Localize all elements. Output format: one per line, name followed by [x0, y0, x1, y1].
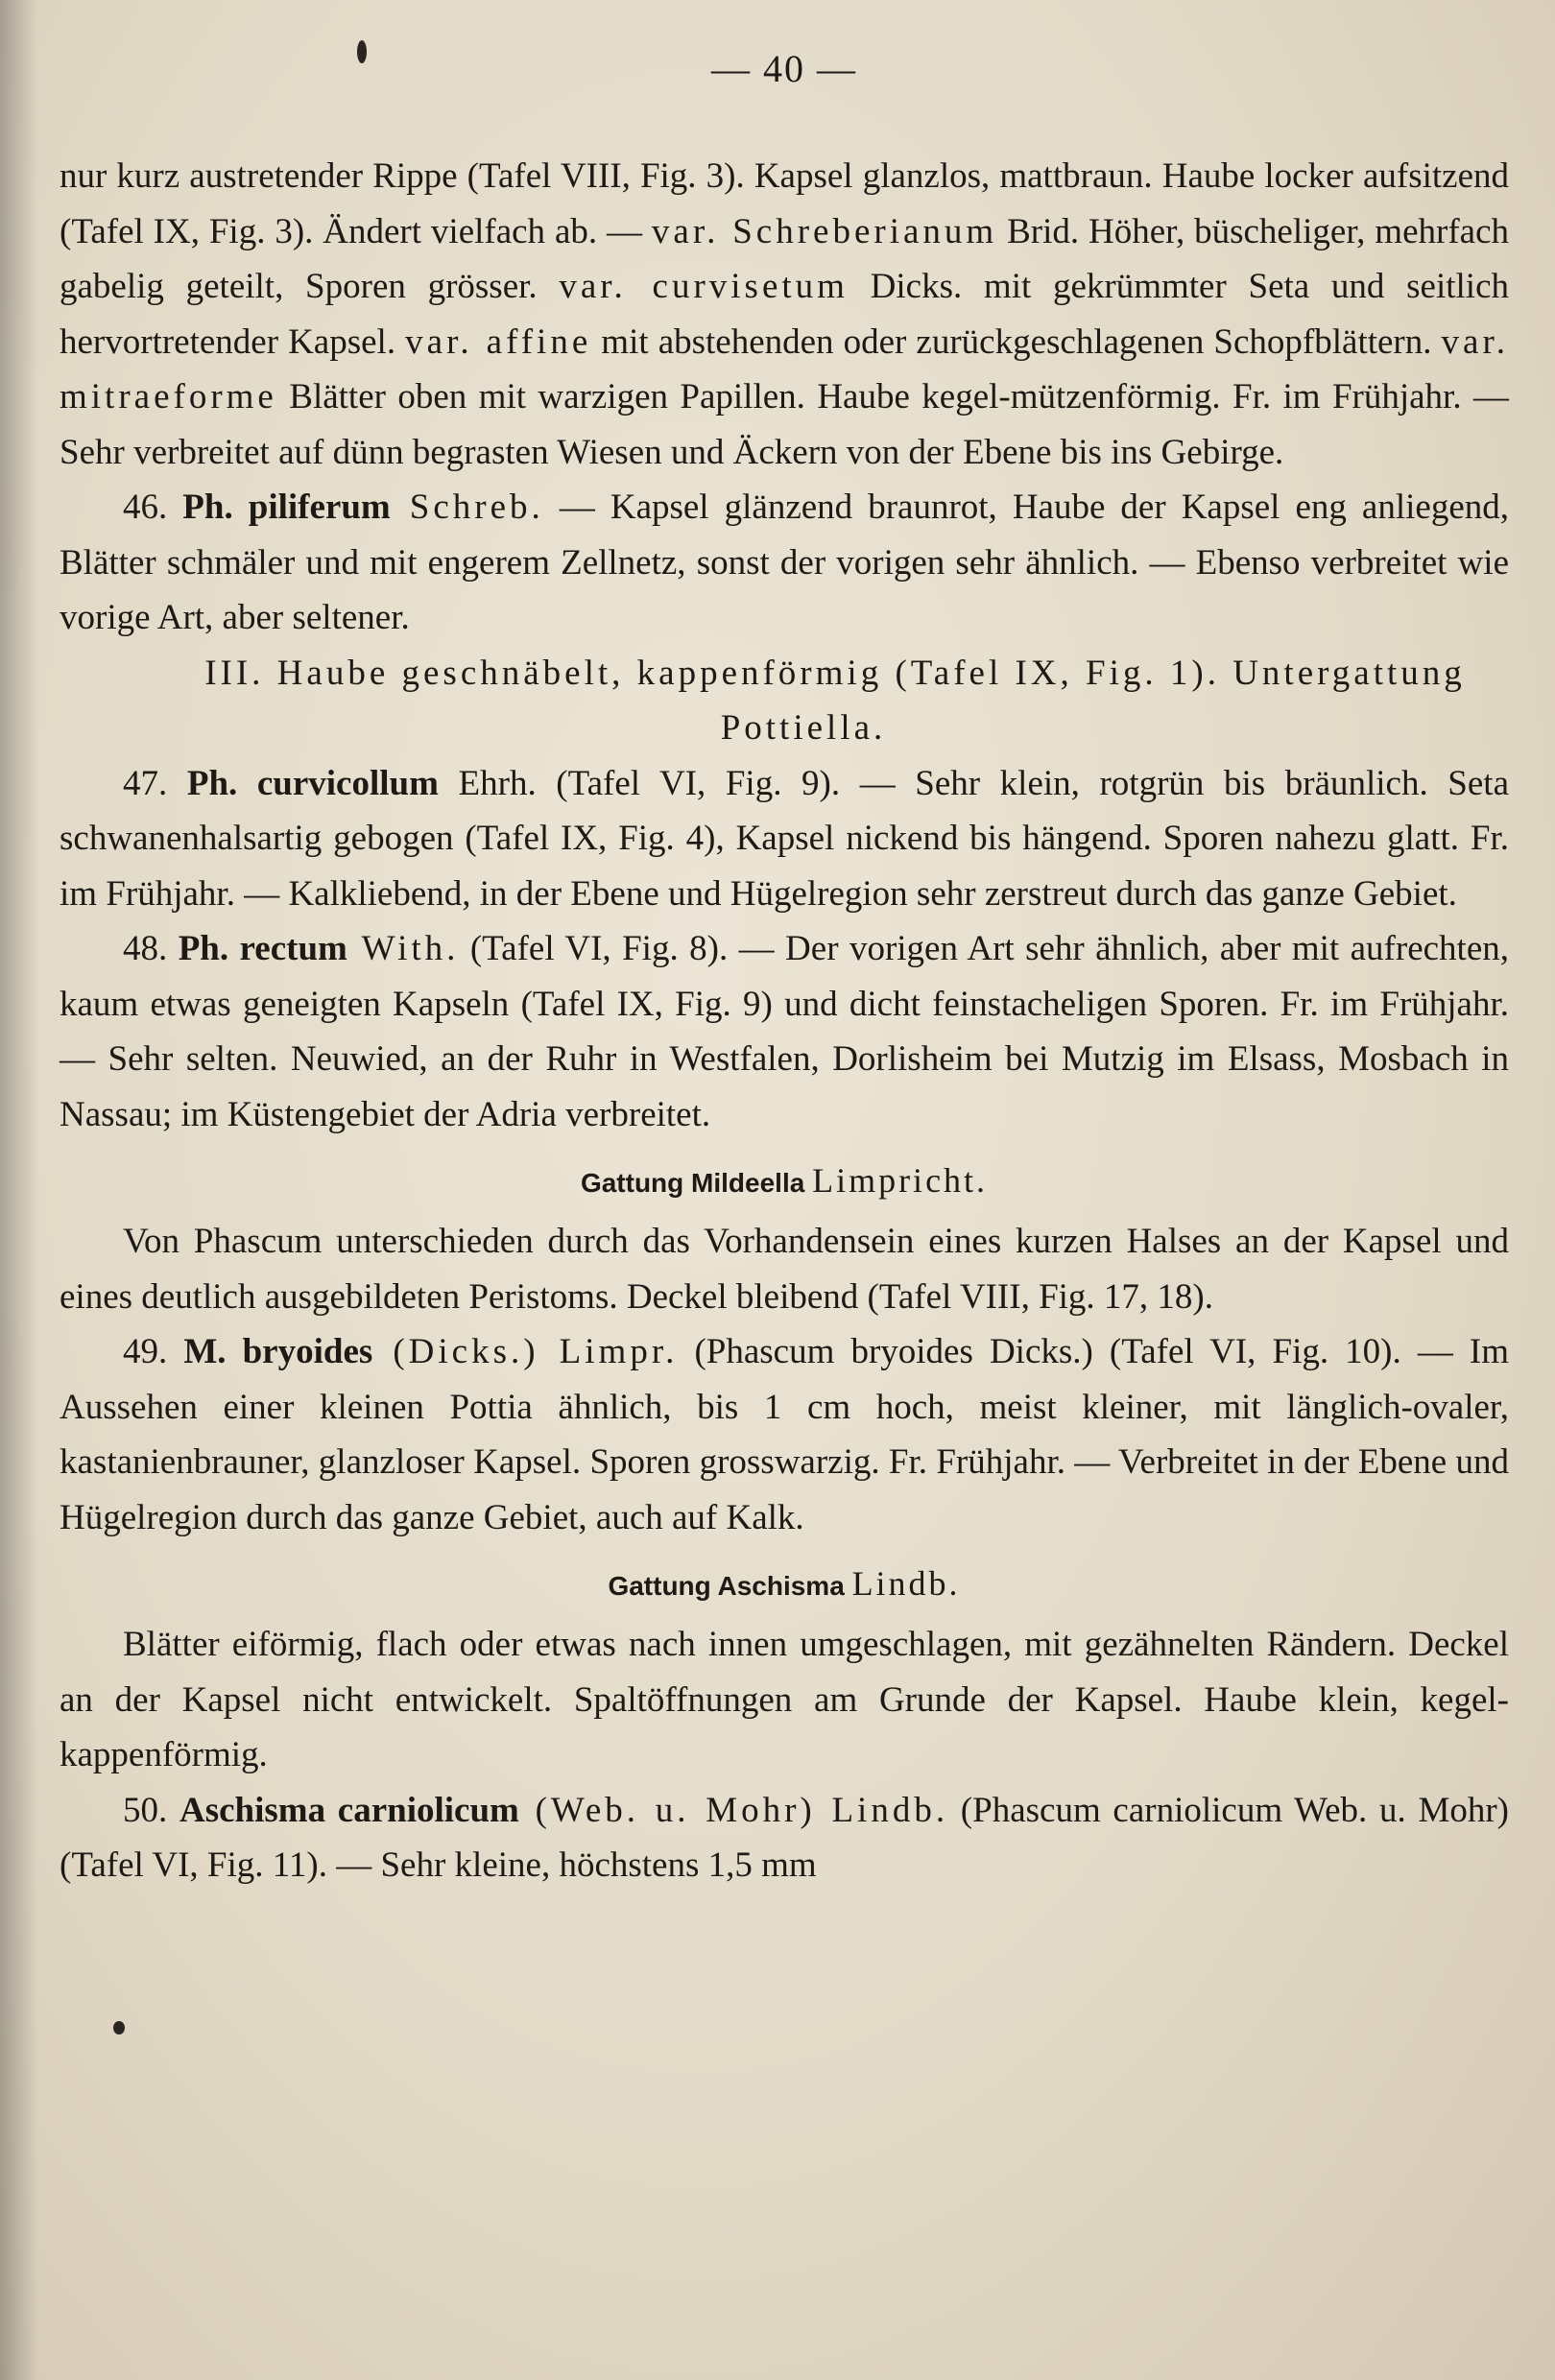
page-body	[60, 149, 1509, 1893]
species-entry-49	[60, 1324, 1509, 1545]
variety-name: var. mitraeforme	[60, 321, 1509, 416]
paragraph-continuation	[60, 149, 1509, 480]
entry-number: 49.	[123, 1332, 184, 1371]
species-name: Ph. rectum	[178, 929, 347, 968]
species-entry-46	[60, 480, 1509, 646]
genus-heading-aschisma	[60, 1553, 1509, 1617]
species-author: (Web. u. Mohr) Lindb.	[518, 1790, 949, 1830]
variety-name: var. Schreberianum	[651, 211, 998, 251]
entry-number: 48.	[123, 929, 179, 968]
entry-number: 46.	[123, 488, 183, 527]
species-entry-48	[60, 921, 1509, 1142]
species-name: M. bryoides	[183, 1332, 373, 1371]
genus-label: Gattung Aschisma	[608, 1571, 845, 1601]
page-number: — 40 —	[711, 47, 857, 90]
genus-author: Limpricht.	[812, 1161, 989, 1200]
text-run: Brid. Höher, büscheliger, mehrfach gabelig geteilt, Sporen grösser.	[60, 211, 1509, 306]
variety-name: var. affine	[405, 321, 592, 362]
genus-heading-mildeella	[60, 1150, 1509, 1214]
ink-speck	[357, 40, 367, 63]
species-author: Schreb.	[390, 488, 544, 527]
species-name: Aschisma carniolicum	[179, 1790, 519, 1830]
subgenus-heading: III. Haube geschnäbelt, kappenförmig (Tafel IX, Fig. 1). Untergattung Pottiella.	[204, 653, 1466, 748]
genus-description-aschisma: Blätter eiförmig, flach oder etwas nach innen umgeschlagen, mit gezähnelten Rändern. Deckel an der Kapsel nicht entwickelt. Spaltöffnungen am Grunde der Kapsel. Haube klein, kegel-kappenförmig.	[60, 1625, 1509, 1774]
species-author: Ehrh.	[438, 763, 537, 803]
species-description: (Tafel VI, Fig. 9). — Sehr klein, rotgrün bis bräunlich. Seta schwanenhalsartig gebogen (Tafel IX, Fig. 4), Kapsel nickend bis hängend. Sporen nahezu glatt. Fr. im Frühjahr. — Kalkliebend, in der Ebene und Hügelregion sehr zerstreut durch das ganze Gebiet.	[60, 763, 1510, 914]
species-name: Ph. piliferum	[182, 488, 391, 527]
genus-author: Lindb.	[851, 1564, 961, 1603]
entry-number: 50.	[123, 1790, 179, 1830]
species-description: — Kapsel glänzend braunrot, Haube der Kapsel eng anliegend, Blätter schmäler und mit engerem Zellnetz, sonst der vorigen sehr ähnlich. — Ebenso verbreitet wie vorige Art, aber seltener.	[60, 488, 1510, 637]
genus-description-mildeella: Von Phascum unterschieden durch das Vorhandensein eines kurzen Halses an der Kapsel und eines deutlich ausgebildeten Peristoms. Deckel bleibend (Tafel VIII, Fig. 17, 18).	[60, 1222, 1509, 1317]
species-author: (Dicks.) Limpr.	[372, 1332, 679, 1371]
species-entry-47	[60, 756, 1509, 922]
ink-speck	[113, 2021, 125, 2035]
genus-label: Gattung Mildeella	[580, 1168, 805, 1198]
text-run: Dicks. mit gekrümmter Seta und seitlich hervortretender Kapsel.	[60, 267, 1510, 362]
species-description: (Phascum carniolicum Web. u. Mohr) (Tafel VI, Fig. 11). — Sehr kleine, höchstens 1,5 mm	[60, 1790, 1510, 1885]
species-entry-50	[60, 1783, 1509, 1893]
species-name: Ph. curvicollum	[186, 763, 439, 803]
species-description: (Tafel VI, Fig. 8). — Der vorigen Art sehr ähnlich, aber mit aufrechten, kaum etwas geneigten Kapseln (Tafel IX, Fig. 9) und dicht feinstacheligen Sporen. Fr. im Frühjahr. — Sehr selten. Neuwied, an der Ruhr in Westfalen, Dorlisheim bei Mutzig im Elsass, Mosbach in Nassau; im Küstengebiet der Adria verbreitet.	[60, 929, 1509, 1134]
species-description: (Phascum bryoides Dicks.) (Tafel VI, Fig. 10). — Im Aussehen einer kleinen Pottia ähnlich, bis 1 cm hoch, meist kleiner, mit länglich-ovaler, kastanienbrauner, glanzloser Kapsel. Sporen grosswarzig. Fr. Frühjahr. — Verbreitet in der Ebene und Hügelregion durch das ganze Gebiet, auch auf Kalk.	[60, 1332, 1510, 1537]
binding-shadow	[0, 0, 38, 2380]
variety-name: var. curvisetum	[559, 267, 849, 306]
text-run: nur kurz austretender Rippe (Tafel VIII, Fig. 3). Kapsel glanzlos, mattbraun. Haube locker aufsitzend (Tafel IX, Fig. 3). Ändert vielfach ab. —	[60, 156, 1509, 251]
text-run: mit abstehenden oder zurückgeschlagenen Schopfblättern.	[591, 321, 1442, 362]
text-run: Blätter oben mit warzigen Papillen. Haube kegel-mützenförmig. Fr. im Frühjahr. — Sehr verbreitet auf dünn begrasten Wiesen und Äckern von der Ebene bis ins Gebirge.	[60, 377, 1509, 472]
entry-number: 47.	[123, 763, 187, 803]
species-author: With.	[347, 929, 460, 968]
